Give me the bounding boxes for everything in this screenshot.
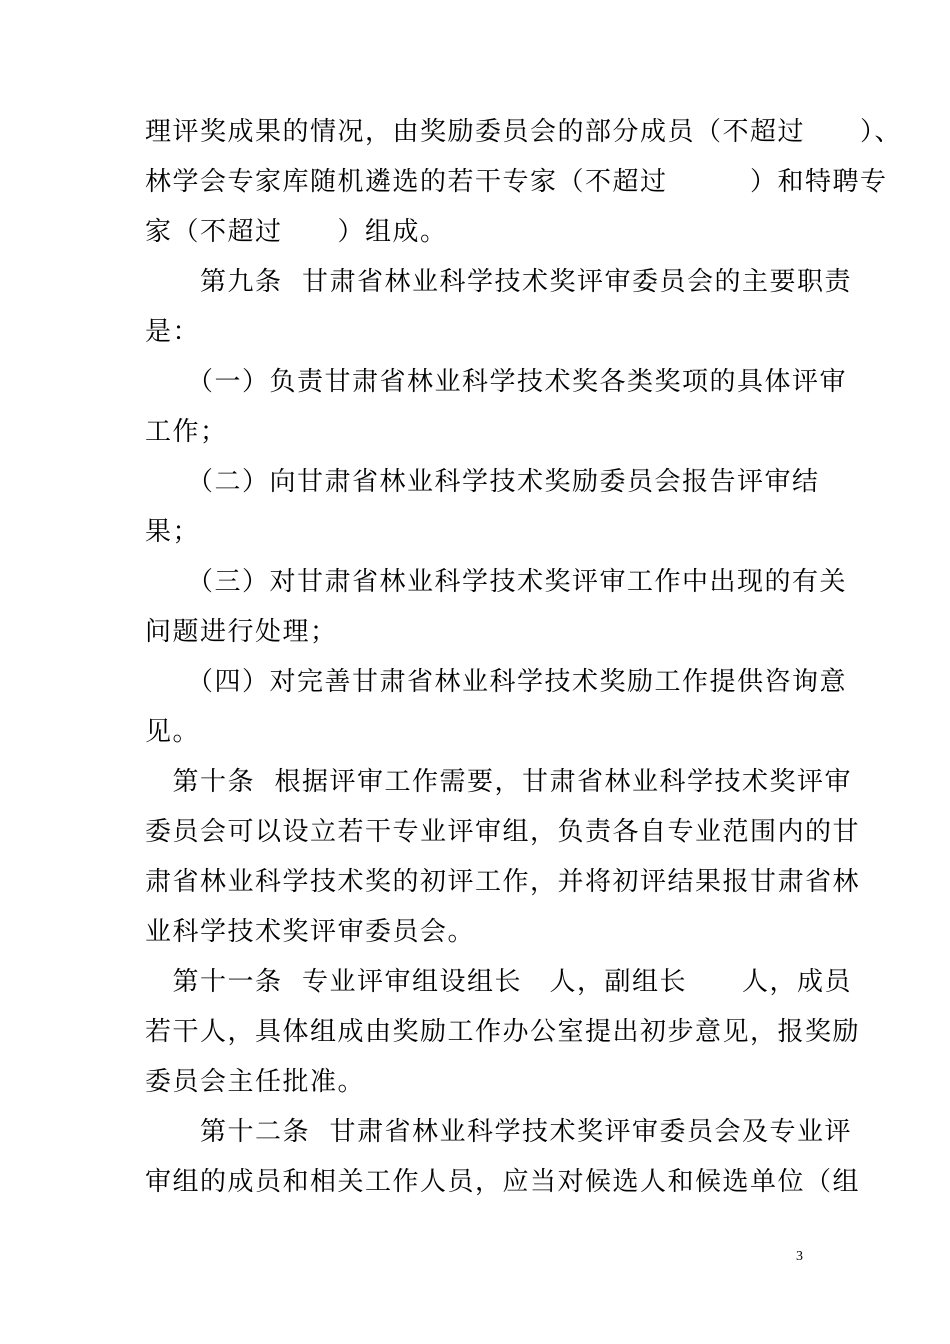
text-line: 审组的成员和相关工作人员，应当对候选人和候选单位（组 [145,1167,861,1197]
text-line: 果； [145,517,201,547]
text-line: 委员会主任批准。 [145,1067,366,1097]
text-line: 肃省林业科学技术奖的初评工作，并将初评结果报甘肃省林 [145,867,861,897]
list-item-3: （三）对甘肃省林业科学技术奖评审工作中出现的有关 [145,567,848,597]
text-line: 是： [145,317,201,347]
text-line: 委员会可以设立若干专业评审组，负责各自专业范围内的甘 [145,817,861,847]
list-item-1: （一）负责甘肃省林业科学技术奖各类奖项的具体评审 [145,367,848,397]
text-line: 家（不超过 ）组成。 [145,217,448,247]
article-9-heading: 第九条 甘肃省林业科学技术奖评审委员会的主要职责 [145,267,853,297]
text-line: 见。 [145,717,201,747]
text-line: 业科学技术奖评审委员会。 [145,917,476,947]
text-line: 问题进行处理； [145,617,338,647]
article-10-heading: 第十条 根据评审工作需要，甘肃省林业科学技术奖评审 [145,767,853,797]
list-item-2: （二）向甘肃省林业科学技术奖励委员会报告评审结 [145,467,820,497]
text-line: 工作； [145,417,228,447]
text-line: 林学会专家库随机遴选的若干专家（不超过 ）和特聘专 [145,167,888,197]
list-item-4: （四）对完善甘肃省林业科学技术奖励工作提供咨询意 [145,667,848,697]
text-line: 若干人，具体组成由奖励工作办公室提出初步意见，报奖励 [145,1017,861,1047]
article-11-heading: 第十一条 专业评审组设组长 人，副组长 人，成员 [145,967,853,997]
text-line: 理评奖成果的情况，由奖励委员会的部分成员（不超过 ）、 [145,117,903,147]
article-12-heading: 第十二条 甘肃省林业科学技术奖评审委员会及专业评 [145,1117,853,1147]
page-number: 3 [796,1249,803,1264]
